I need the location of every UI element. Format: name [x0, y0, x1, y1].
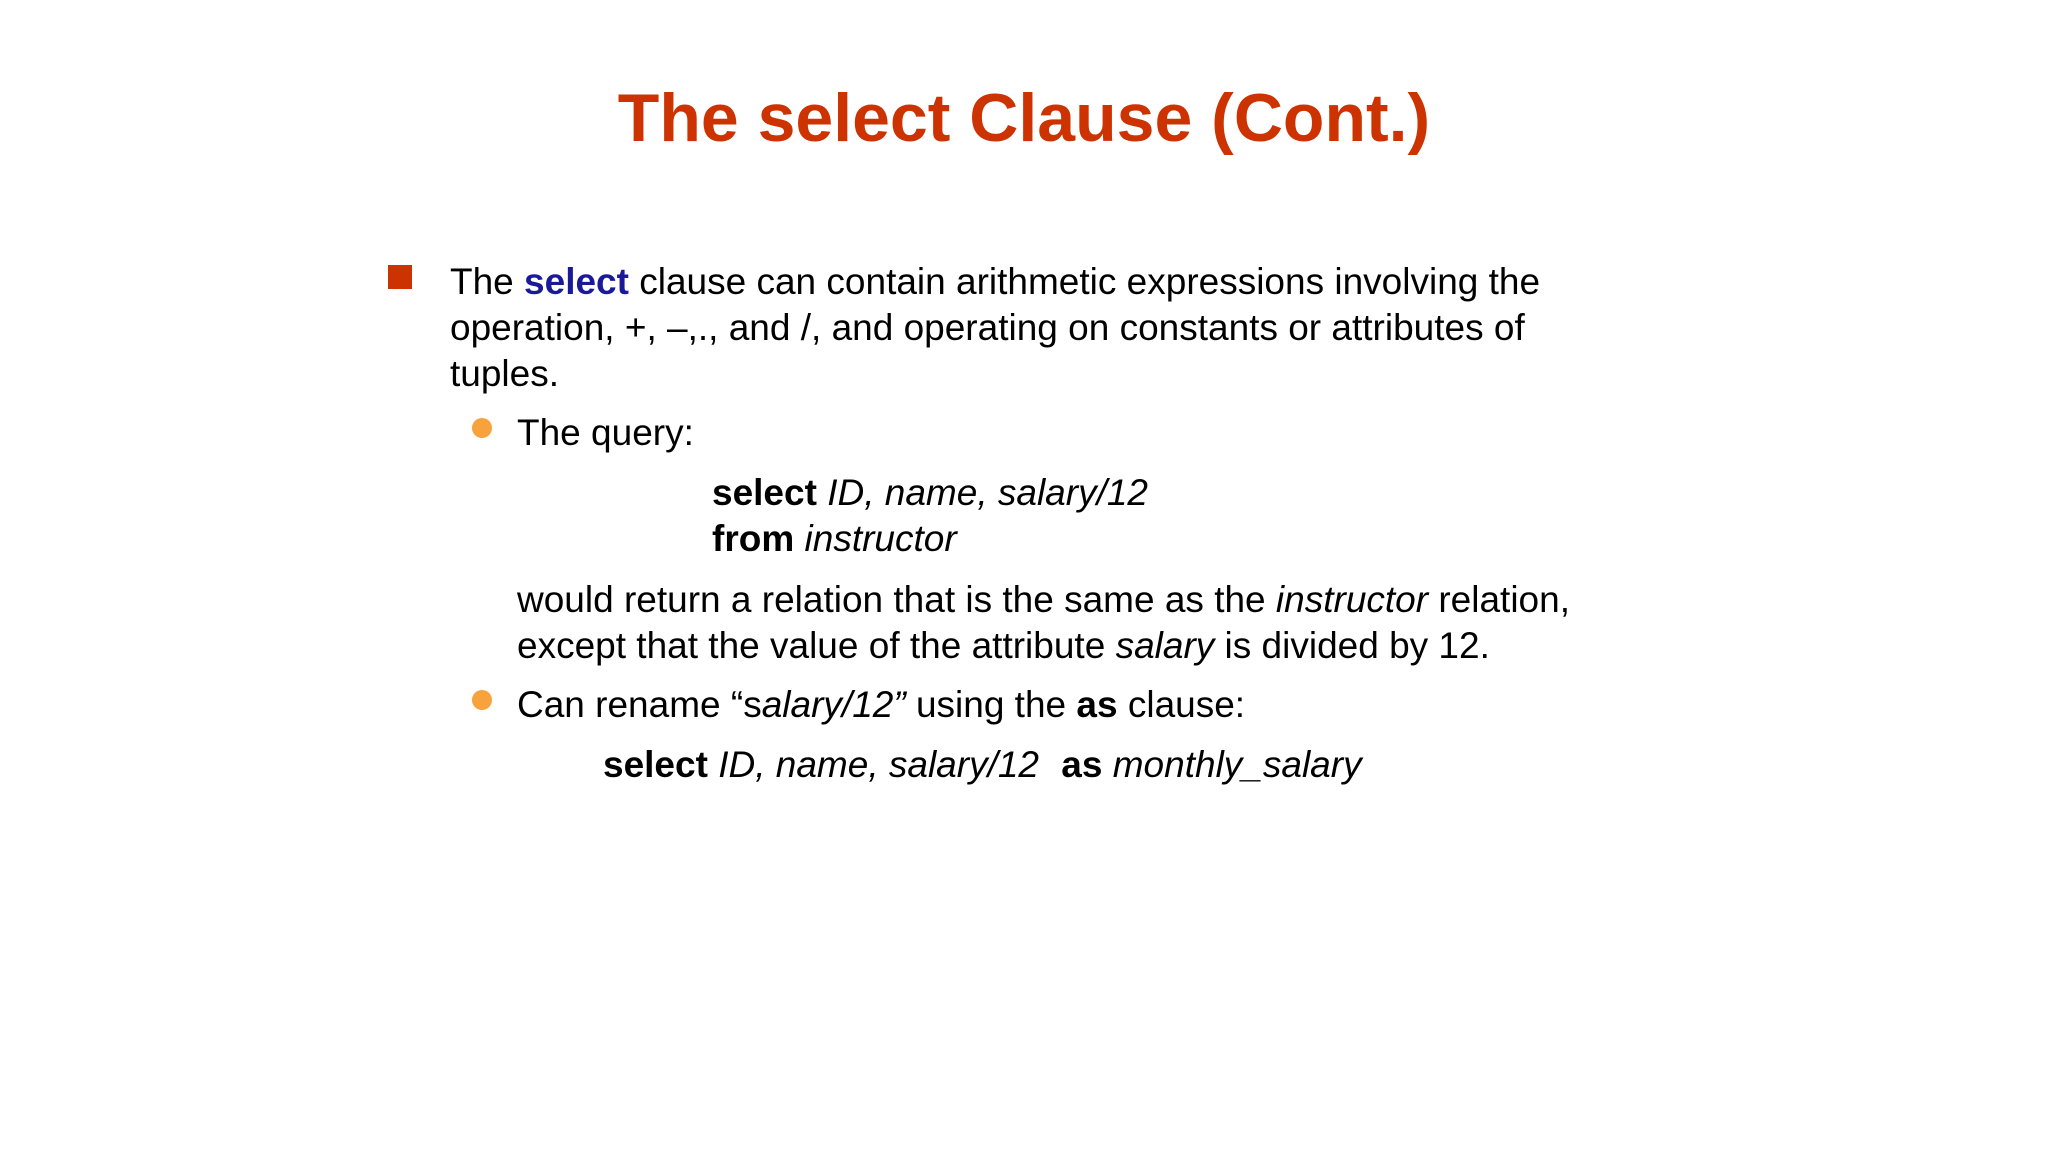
rename-code-line [603, 742, 1362, 788]
circle-bullet-icon [472, 690, 492, 710]
select-keyword: select [712, 472, 817, 513]
square-bullet-icon [388, 265, 412, 289]
as-keyword: as [1061, 744, 1103, 785]
text-run: clause can contain arithmetic expressions involving the [628, 261, 1541, 302]
main-bullet-line-1 [450, 259, 1540, 305]
select-keyword: select [603, 744, 708, 785]
query-from-line [712, 516, 1148, 562]
from-keyword: from [712, 518, 795, 559]
text-run: would return a relation that is the same as the [517, 579, 1276, 620]
explanation-line-2 [517, 623, 1570, 669]
alias-name: monthly_salary [1112, 744, 1362, 785]
query-select-line [712, 470, 1148, 516]
main-bullet-line-3: tuples. [450, 353, 560, 394]
sub-bullet-rename [517, 682, 1245, 728]
select-keyword: select [524, 261, 629, 302]
main-bullet-line-2: operation, +, –,., and /, and operating on constants or attributes of [450, 307, 1525, 348]
as-keyword: as [1076, 684, 1118, 725]
text-run: Can rename “s [517, 684, 762, 725]
select-list: ID, name, salary/12 [827, 472, 1149, 513]
text-run: The [450, 261, 525, 302]
circle-bullet-icon [472, 418, 492, 438]
salary-expression: alary/12” [761, 684, 906, 725]
text-run: except that the value of the attribute [517, 625, 1116, 666]
explanation-line-1 [517, 577, 1570, 623]
from-table: instructor [804, 518, 957, 559]
text-run: relation, [1428, 579, 1570, 620]
slide-title: The select Clause (Cont.) [617, 80, 1431, 156]
instructor-term: instructor [1275, 579, 1429, 620]
select-list: ID, name, salary/12 [718, 744, 1040, 785]
text-run: using the [905, 684, 1077, 725]
text-run: is divided by 12. [1214, 625, 1490, 666]
query-code-block [712, 470, 1148, 562]
query-explanation [517, 577, 1570, 669]
sub-bullet-query-label: The query: [517, 412, 694, 453]
main-bullet-text [450, 259, 1540, 397]
text-run: clause: [1117, 684, 1246, 725]
salary-term: salary [1115, 625, 1215, 666]
